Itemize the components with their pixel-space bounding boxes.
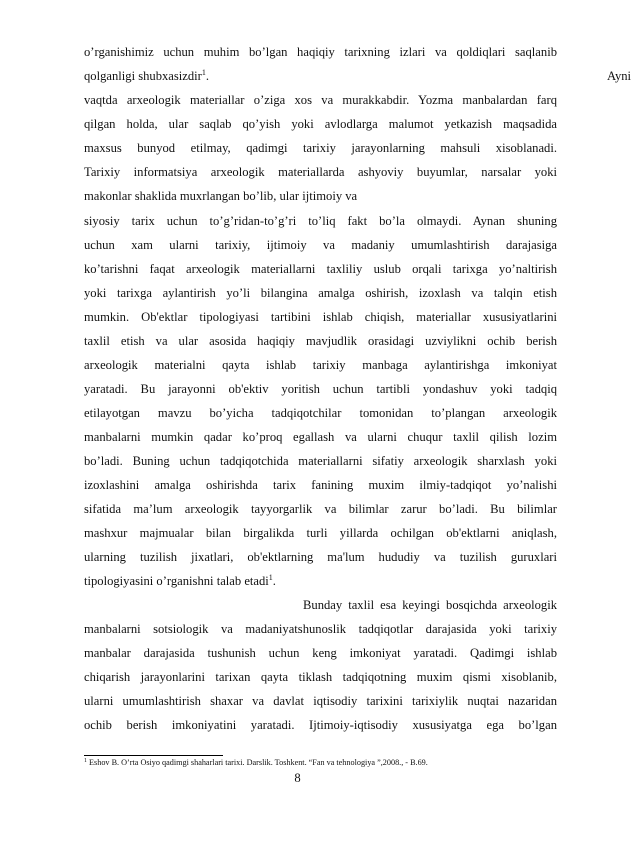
footnote-ref: 1 (201, 68, 206, 77)
footnote-text: Eshov B. O’rta Osiyo qadimgi shaharlari tarixi. Darslik. Toshkent. “Fan va tehnologiya ”,2008., - B.69. (87, 758, 428, 767)
text-line: yaratadi. Bu jarayonni ob'ektiv yoritish uchun tartibli yondashuv yoki tadqiq (84, 382, 557, 396)
text-line: bo’ladi. Buning uchun tadqiqotchida materiallarni sifatiy arxeologik sharxlash yoki (84, 454, 557, 468)
text-span: . (272, 574, 276, 588)
text-line: taxlil etish va ular asosida haqiqiy mavjudlik orasidagi uzviylikni ochib berish (84, 334, 557, 348)
text-line: siyosiy tarix uchun to’g’ridan-to’g’ri to’liq fakt bo’la olmaydi. Aynan shuning (84, 214, 557, 228)
text-line: manbalarni sotsiologik va madaniyatshunoslik tadqiqotlar darajasida yoki tarixiy (84, 622, 557, 636)
footnote-divider (84, 755, 223, 756)
text-line: sifatida ma’lum arxeologik tayyorgarlik va bilimlar zarur bo’ladi. Bu bilimlar (84, 502, 557, 516)
text-line: makonlar shaklida muxrlangan bo’lib, ular ijtimoiy va (84, 189, 358, 203)
text-line: etilayotgan mavzu bo’yicha tadqiqotchilar tomonidan to’plangan arxeologik (84, 406, 557, 420)
text-line: Bunday taxlil esa keyingi bosqichda arxeologik (303, 598, 557, 612)
text-line: chiqarish jarayonlarini tarixan qayta tiklash tadqiqotning muxim qismi xisoblanib, (84, 670, 557, 684)
text-line: izoxlashini amalga oshirishda tarix fanining muxim ilmiy-tadqiqot yo’nalishi (84, 478, 557, 492)
text-line: arxeologik materialni qayta ishlab tarixiy manbaga aylantirishga imkoniyat (84, 358, 557, 372)
text-span: Ayni (607, 69, 631, 83)
text-line (84, 68, 631, 84)
text-line: o’rganishimiz uchun muhim bo’lgan haqiqiy tarixning izlari va qoldiqlari saqlanib (84, 45, 557, 59)
text-line: yoki tarixga aylantirish yo’li bilangina amalga oshirish, izoxlash va talqin etish (84, 286, 557, 300)
text-line: mashxur majmualar bilan birgalikda turli yillarda ochilgan ob'ektlarni aniqlash, (84, 526, 557, 540)
text-line: Tarixiy informatsiya arxeologik materiallarda ashyoviy buyumlar, narsalar yoki (84, 165, 557, 179)
footnote (84, 758, 557, 768)
text-line: ularning tuzilish jixatlari, ob'ektlarning ma'lum hududiy va tuzilish guruxlari (84, 550, 557, 564)
text-line: manbalar darajasida tushunish uchun keng imkoniyat yaratadi. Qadimgi ishlab (84, 646, 557, 660)
text-line: vaqtda arxeologik materiallar o’ziga xos va murakkabdir. Yozma manbalardan farq (84, 93, 557, 107)
text-span: qolganligi shubxasizdir (84, 69, 202, 83)
text-line: ochib berish imkoniyatini yaratadi. Ijtimoiy-iqtisodiy xususiyatga ega bo’lgan (84, 718, 557, 732)
text-line: ularni umumlashtirish shaxar va davlat iqtisodiy tarixini tarixiylik nuqtai nazaridan (84, 694, 557, 708)
text-line: manbalarni mumkin qadar ko’proq egallash va ularni chuqur taxlil qilish lozim (84, 430, 557, 444)
text-line: ko’tarishni faqat arxeologik materiallarni taxliliy uslub orqali tarixga yo’naltirish (84, 262, 557, 276)
footnote-mark: 1 (84, 758, 87, 764)
text-span: tipologiyasini o’rganishni talab etadi (84, 574, 269, 588)
text-line: maxsus bunyod etilmay, qadimgi tarixiy jarayonlarning mahsuli xisoblanadi. (84, 141, 557, 155)
text-line (84, 573, 557, 589)
footnote-ref: 1 (268, 573, 273, 582)
text-span: . (205, 69, 210, 83)
text-line: mumkin. Ob'ektlar tipologiyasi tartibini ishlab chiqish, materiallar xususiyatlarini (84, 310, 557, 324)
text-line: uchun xam ularni tarixiy, ijtimoiy va madaniy umumlashtirish darajasiga (84, 238, 557, 252)
page-number: 8 (294, 771, 301, 785)
text-line: qilgan holda, ular saqlab qo’yish yoki avlodlarga malumot yetkazish maqsadida (84, 117, 557, 131)
